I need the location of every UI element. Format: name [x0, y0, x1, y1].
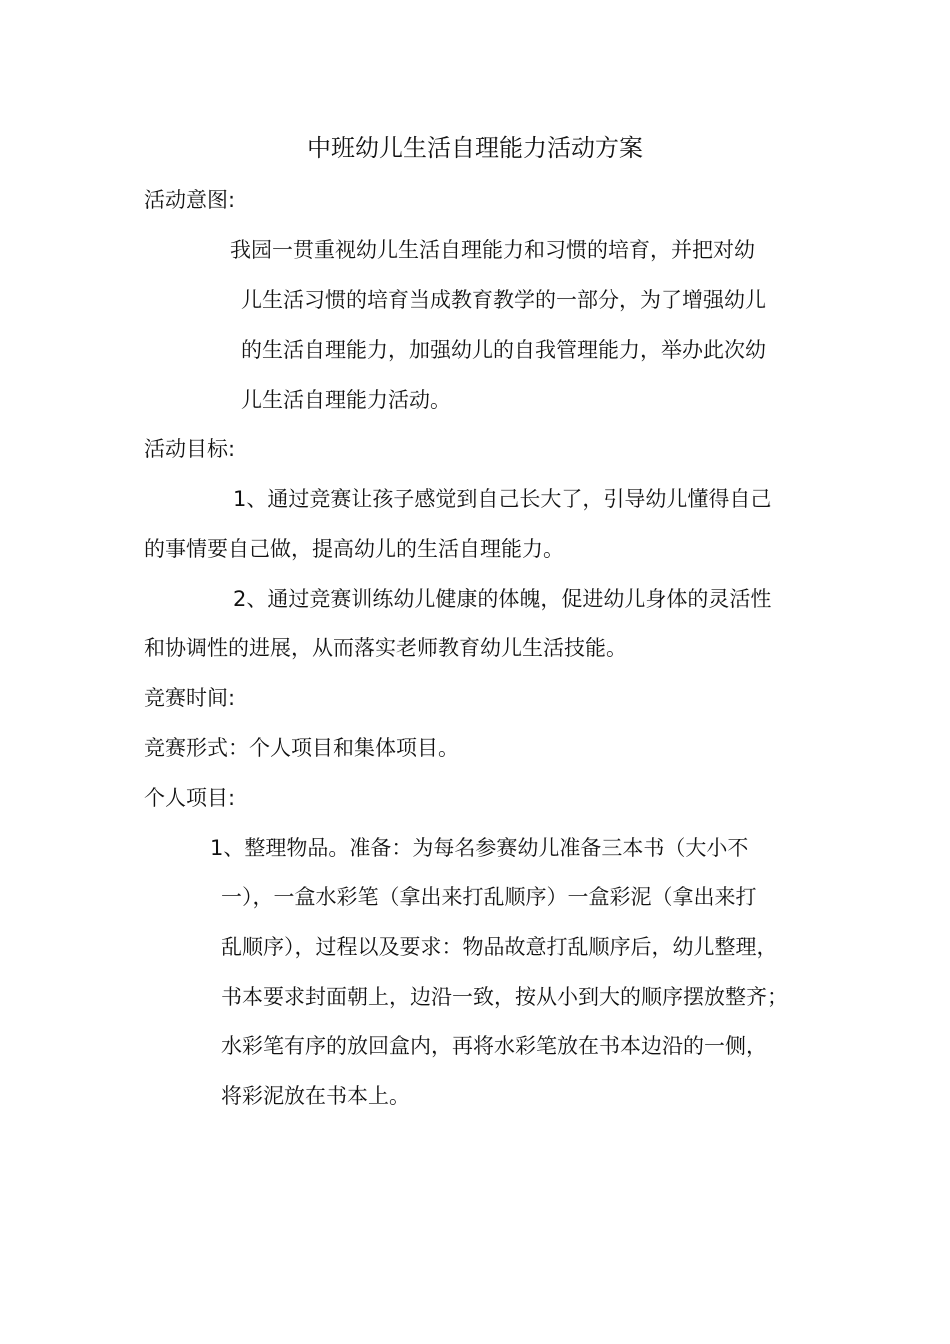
- item1-line-3: 乱顺序），过程以及要求：物品故意打乱顺序后，幼儿整理，: [221, 935, 778, 959]
- item1-line-6: 将彩泥放在书本上。: [221, 1084, 410, 1108]
- form-line: 竞赛形式：个人项目和集体项目。: [144, 736, 459, 760]
- time-heading: 竞赛时间:: [144, 686, 236, 710]
- item1-line-2: 一），一盒水彩笔（拿出来打乱顺序）一盒彩泥（拿出来打: [221, 885, 757, 909]
- item1-line-5: 水彩笔有序的放回盒内，再将水彩笔放在书本边沿的一侧，: [221, 1034, 767, 1058]
- item1-line-4: 书本要求封面朝上，边沿一致，按从小到大的顺序摆放整齐；: [221, 985, 788, 1009]
- goal2-line-1: 2、通过竞赛训练幼儿健康的体魄，促进幼儿身体的灵活性: [233, 587, 772, 611]
- item1-line-1: 1、整理物品。准备：为每名参赛幼儿准备三本书（大小不: [210, 836, 749, 860]
- goals-heading: 活动目标:: [144, 437, 236, 461]
- intent-line-3: 的生活自理能力，加强幼儿的自我管理能力，举办此次幼: [241, 338, 766, 362]
- goal2-line-2: 和协调性的进展，从而落实老师教育幼儿生活技能。: [144, 636, 627, 660]
- intent-line-2: 儿生活习惯的培育当成教育教学的一部分，为了增强幼儿: [241, 288, 766, 312]
- goal1-line-1: 1、通过竞赛让孩子感觉到自己长大了，引导幼儿懂得自己: [233, 487, 772, 511]
- document-title: 中班幼儿生活自理能力活动方案: [307, 134, 643, 162]
- individual-heading: 个人项目:: [144, 786, 236, 810]
- intent-heading: 活动意图:: [144, 188, 236, 212]
- goal1-line-2: 的事情要自己做，提高幼儿的生活自理能力。: [144, 537, 564, 561]
- intent-line-4: 儿生活自理能力活动。: [241, 388, 451, 412]
- intent-line-1: 我园一贯重视幼儿生活自理能力和习惯的培育，并把对幼: [230, 238, 755, 262]
